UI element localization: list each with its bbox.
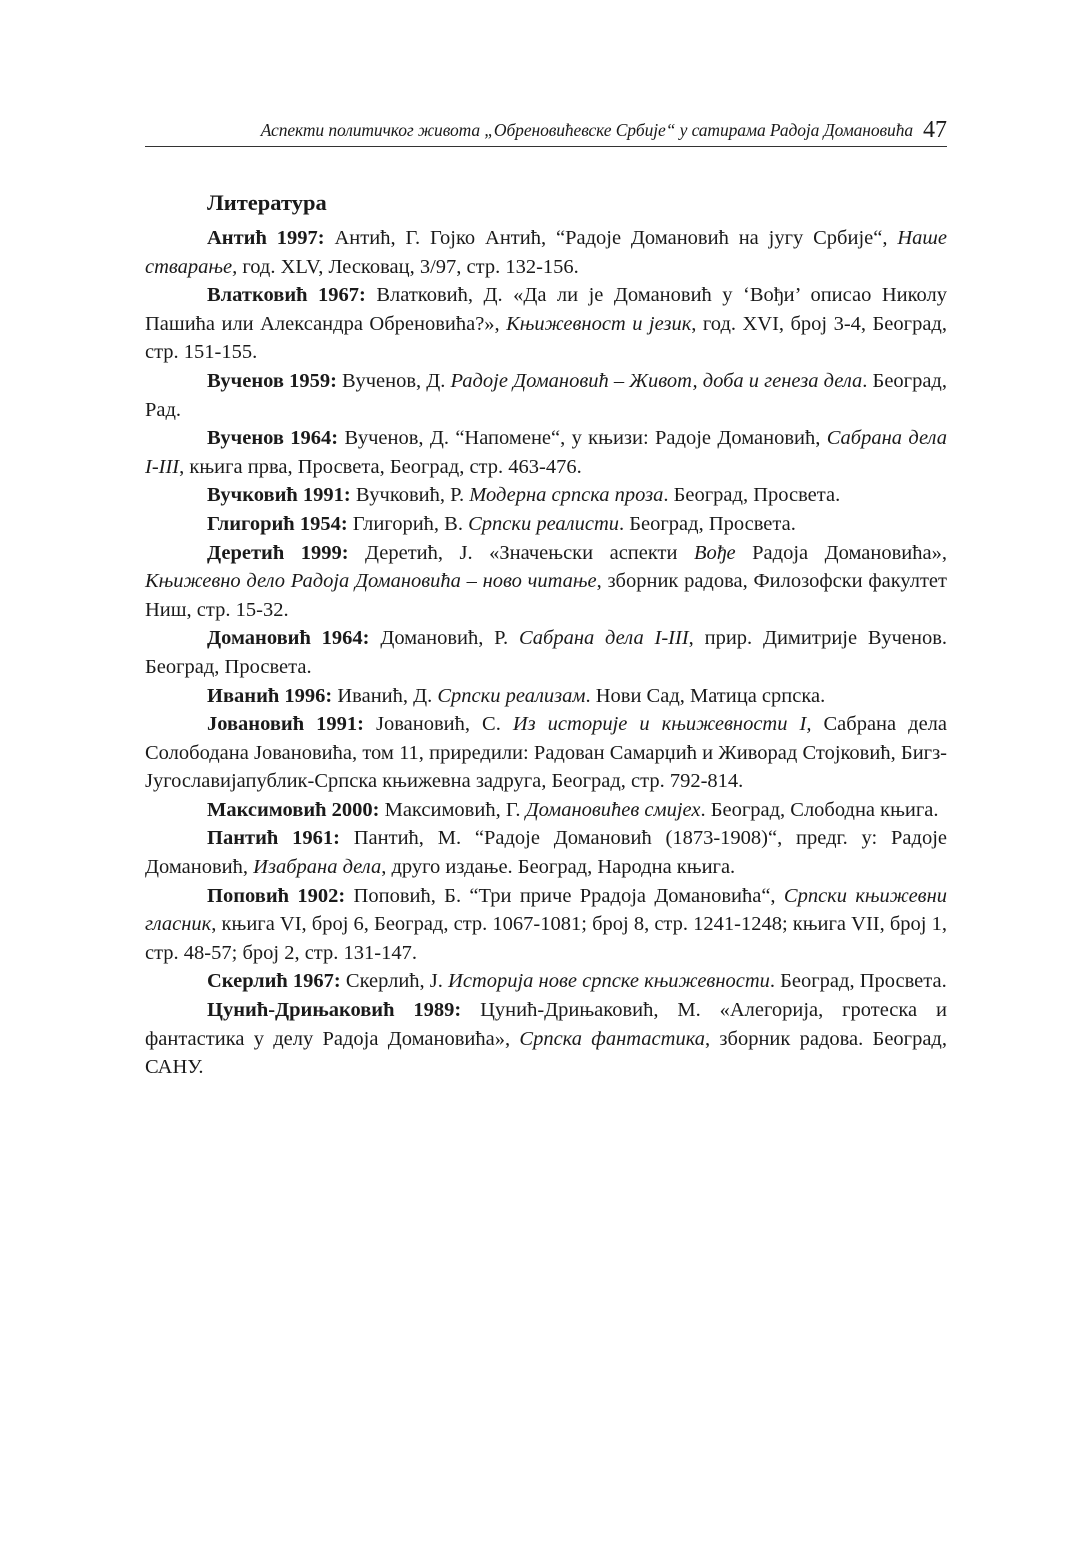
running-title: Аспекти политичког живота „Обреновићевске Србије“ у сатирама Радоја Домановића bbox=[260, 120, 913, 140]
bibliography-list bbox=[145, 224, 947, 1082]
entry-text: Вученов, Д. “Напомене“, у књизи: Радоје Домановић, bbox=[338, 427, 827, 450]
entry-author: Глигорић 1954: bbox=[207, 512, 348, 535]
entry-title: Радоје Домановић – Живот, доба и генеза дела bbox=[450, 369, 863, 392]
entry-text: Пантић, М. “Радоје Домановић (1873-1908)“, предг. у: Радоје Домановић, bbox=[145, 827, 947, 879]
entry-title: Књижевно дело Радоја Домановића – ново читање bbox=[145, 570, 597, 593]
bibliography-entry bbox=[145, 967, 947, 996]
bibliography-entry bbox=[145, 882, 947, 968]
entry-text: . Нови Сад, Матица српска. bbox=[585, 684, 826, 707]
entry-text: Антић, Г. Гојко Антић, “Радоје Домановић на југу Србије“, bbox=[324, 227, 898, 249]
entry-author: Цунић-Дрињаковић 1989: bbox=[207, 999, 462, 1022]
entry-text: , зборник радова. Београд, САНУ. bbox=[145, 1027, 947, 1079]
entry-title: Модерна српска проза bbox=[469, 484, 664, 507]
bibliography-entry bbox=[145, 682, 947, 711]
entry-author: Пантић 1961: bbox=[207, 827, 340, 850]
entry-text: . Београд, Просвета. bbox=[769, 970, 947, 993]
page-number: 47 bbox=[923, 117, 947, 143]
entry-title: Домановићев смијех bbox=[525, 798, 701, 821]
entry-text: Вученов, Д. bbox=[336, 369, 451, 392]
section-title: Литература bbox=[207, 190, 327, 215]
entry-author: Вучковић 1991: bbox=[207, 484, 351, 507]
entry-author: Вученов 1959: bbox=[207, 369, 337, 392]
bibliography-entry bbox=[145, 481, 947, 510]
entry-author: Влатковић 1967: bbox=[207, 284, 366, 307]
entry-text: , год. XVI, број 3-4, Београд, стр. 151-155. bbox=[145, 312, 947, 364]
entry-title: Српска фантастика bbox=[519, 1027, 706, 1050]
entry-author: Иванић 1996: bbox=[207, 684, 333, 707]
entry-text: Радоја Домановића», bbox=[735, 541, 947, 564]
entry-title: , bbox=[541, 770, 547, 793]
bibliography-entry bbox=[145, 424, 947, 481]
entry-text: Сабрана дела Солободана Јовановића, том 11, приредили: Радован Самарџић и Живорад Стојковић, Бигз-Југославијапублик-Српска књижевна задруга bbox=[145, 713, 947, 793]
entry-text: . Београд, Просвета. bbox=[663, 484, 841, 507]
entry-text: . Београд, Рад. bbox=[145, 369, 947, 421]
entry-text: Глигорић, В. bbox=[347, 512, 469, 535]
entry-author: Поповић 1902: bbox=[207, 884, 346, 907]
entry-text: Максимовић, Г. bbox=[379, 798, 526, 821]
entry-author: Вученов 1964: bbox=[207, 427, 339, 450]
bibliography-entry bbox=[145, 796, 947, 825]
entry-title: Српски реалисти bbox=[468, 512, 620, 535]
entry-text: , прир. Димитрије Вученов. Београд, Просвета. bbox=[145, 627, 947, 678]
entry-title: Српски књижевни гласник bbox=[145, 884, 947, 936]
entry-title: Изабрана дела bbox=[253, 856, 382, 879]
bibliography-entry bbox=[145, 367, 947, 424]
entry-text: , књига VI, број 6, Београд, стр. 1067-1081; број 8, стр. 1241-1248; књига VII, број 1, стр. 48-57; број 2, стр. 131-147. bbox=[145, 913, 947, 964]
entry-text: , зборник радова, Филозофски факултет Ниш, стр. 15-32. bbox=[145, 570, 947, 621]
entry-text: Иванић, Д. bbox=[332, 684, 438, 707]
entry-title: Српски реализам bbox=[437, 684, 586, 707]
entry-text: Јовановић, С. bbox=[364, 713, 513, 736]
entry-text: Домановић, Р. bbox=[369, 627, 519, 650]
entry-text: Деретић, Ј. «Значењски аспекти bbox=[348, 541, 694, 564]
entry-text: Поповић, Б. “Три приче Ррадоја Домановића“, bbox=[345, 884, 784, 907]
entry-text: Вучковић, Р. bbox=[350, 484, 470, 507]
entry-title: Наше стварање, bbox=[145, 227, 947, 278]
entry-title: Сабрана дела I-III bbox=[518, 627, 689, 650]
entry-author: Скерлић 1967: bbox=[207, 970, 341, 993]
bibliography-section bbox=[145, 190, 947, 1082]
entry-text: Београд, стр. 792-814. bbox=[546, 770, 744, 793]
entry-author: Антић 1997: bbox=[207, 227, 325, 249]
entry-text: год. XLV, Лесковац, 3/97, стр. 132-156. bbox=[237, 255, 579, 278]
bibliography-entry bbox=[145, 996, 947, 1082]
bibliography-entry bbox=[145, 824, 947, 881]
entry-text: , друго издање. Београд, Народна књига. bbox=[381, 856, 736, 879]
entry-text: . Београд, Просвета. bbox=[619, 512, 796, 535]
entry-author: Деретић 1999: bbox=[207, 541, 349, 564]
bibliography-entry bbox=[145, 539, 947, 625]
entry-author: Јовановић 1991: bbox=[207, 713, 364, 736]
entry-author: Максимовић 2000: bbox=[207, 798, 380, 821]
entry-text: Цунић-Дрињаковић, М. «Алегорија, гротеска и фантастика у делу Радоја Домановића», bbox=[145, 999, 947, 1050]
bibliography-entry bbox=[145, 224, 947, 281]
entry-author: Домановић 1964: bbox=[207, 627, 370, 650]
bibliography-entry bbox=[145, 624, 947, 681]
entry-title: Вође bbox=[693, 541, 736, 564]
entry-title: Сабрана дела I-III bbox=[145, 427, 947, 478]
entry-text: . Београд, Слободна књига. bbox=[700, 798, 939, 821]
bibliography-entry bbox=[145, 710, 947, 796]
entry-text: , књига прва, Просвета, Београд, стр. 463-476. bbox=[179, 455, 582, 478]
entry-title: Из историје и књижевности I, bbox=[512, 713, 812, 736]
running-header bbox=[145, 112, 947, 147]
entry-text: Влатковић, Д. «Да ли је Домановић у ‘Вођи’ описао Николу Пашића или Александра Обреновића?», bbox=[145, 284, 947, 335]
bibliography-entry bbox=[145, 281, 947, 367]
entry-title: Књижевност и језик bbox=[506, 312, 692, 335]
entry-text: Скерлић, Ј. bbox=[340, 970, 449, 993]
entry-title: Историја нове српске књижевности bbox=[448, 970, 770, 993]
bibliography-entry bbox=[145, 510, 947, 539]
